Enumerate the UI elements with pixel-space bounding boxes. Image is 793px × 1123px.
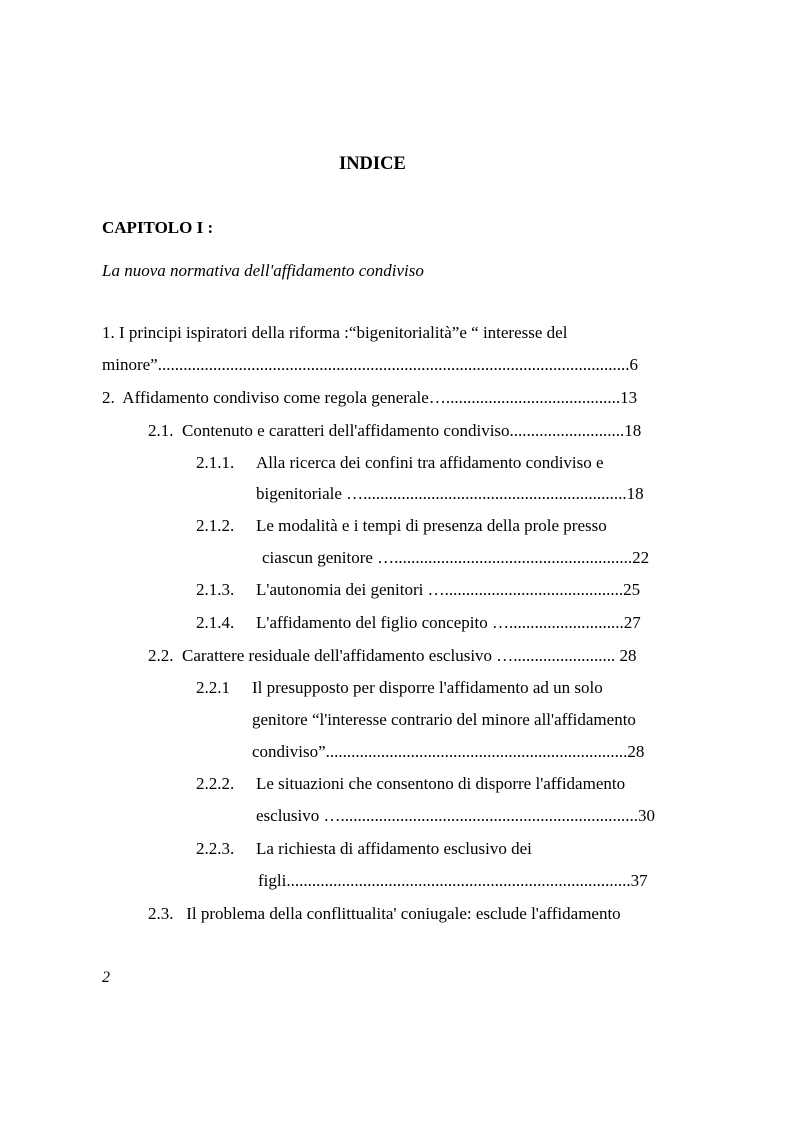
- toc-entry-2-2: 2.2. Carattere residuale dell'affidamento esclusivo …........................ 28: [148, 646, 637, 665]
- toc-entry-2-1-1-line-2: bigenitoriale …..............................................................18: [256, 484, 644, 503]
- chapter-subtitle: La nuova normativa dell'affidamento condiviso: [102, 261, 424, 280]
- toc-entry-2-2-2-line-1: Le situazioni che consentono di disporre l'affidamento: [256, 774, 626, 793]
- toc-entry-2-1-2-line-2: ciascun genitore …........................................................22: [262, 548, 650, 567]
- toc-entry-2-2-3-line-1: La richiesta di affidamento esclusivo dei: [256, 839, 532, 858]
- page-title: INDICE: [339, 154, 406, 174]
- toc-entry-2-1-1-number: 2.1.1.: [196, 453, 235, 472]
- toc-entry-2: 2. Affidamento condiviso come regola generale….........................................13: [102, 388, 638, 407]
- toc-entry-2-2-1-line-2: genitore “l'interesse contrario del minore all'affidamento: [252, 710, 636, 729]
- toc-entry-2-1-1-line-1: Alla ricerca dei confini tra affidamento condiviso e: [256, 453, 604, 472]
- toc-entry-2-1: 2.1. Contenuto e caratteri dell'affidamento condiviso...........................18: [148, 421, 642, 440]
- toc-entry-1-line-1: 1. I principi ispiratori della riforma :“bigenitorialità”e “ interesse del: [102, 323, 568, 342]
- toc-entry-2-1-2-line-1: Le modalità e i tempi di presenza della prole presso: [256, 516, 607, 535]
- toc-entry-2-1-4-number: 2.1.4.: [196, 613, 235, 632]
- toc-entry-2-2-2-line-2: esclusivo …......................................................................30: [256, 806, 656, 825]
- chapter-label: CAPITOLO I :: [102, 218, 214, 237]
- toc-entry-2-2-1-line-1: Il presupposto per disporre l'affidamento ad un solo: [252, 678, 603, 697]
- toc-entry-2-2-3-line-2: figli.................................................................................37: [258, 871, 648, 890]
- toc-entry-2-1-3-number: 2.1.3.: [196, 580, 235, 599]
- page-number: 2: [102, 969, 110, 986]
- toc-entry-2-2-3-number: 2.2.3.: [196, 839, 235, 858]
- toc-entry-2-3: 2.3. Il problema della conflittualita' coniugale: esclude l'affidamento: [148, 904, 621, 923]
- toc-entry-2-2-1-number: 2.2.1: [196, 678, 230, 697]
- toc-entry-1-line-2: minore”...............................................................................................................6: [102, 355, 638, 374]
- toc-entry-2-1-3: L'autonomia dei genitori …..........................................25: [256, 580, 641, 599]
- toc-entry-2-2-1-line-3: condiviso”.......................................................................28: [252, 742, 645, 761]
- toc-entry-2-1-4: L'affidamento del figlio concepito …...........................27: [256, 613, 641, 632]
- toc-entry-2-1-2-number: 2.1.2.: [196, 516, 235, 535]
- toc-entry-2-2-2-number: 2.2.2.: [196, 774, 235, 793]
